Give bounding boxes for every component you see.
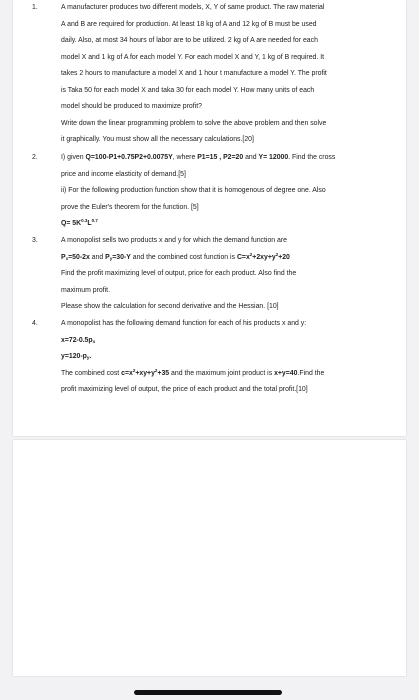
question-2-line: ii) For the following production function show that it is homogenous of degree one. Also <box>61 187 326 194</box>
question-4-line: A monopolist has the following demand function for each of his products x and y: <box>61 320 307 327</box>
question-1-line: model should be produced to maximize profit? <box>61 103 202 110</box>
question-1 <box>21 0 390 149</box>
text: . Find the cross <box>288 154 336 161</box>
question-1-body <box>61 0 390 149</box>
text: The combined cost <box>61 369 122 377</box>
home-indicator[interactable] <box>134 690 282 695</box>
text: and the combined cost function is <box>130 253 237 261</box>
text: I) given <box>61 154 86 161</box>
formula-part: =30-Y <box>112 253 131 261</box>
question-2-line: prove the Euler's theorem for the function. [5] <box>61 203 199 211</box>
question-1-line: A and B are required for production. At least 18 kg of A and 12 kg of B must be used <box>61 20 317 28</box>
formula-part: +2xy+y <box>252 253 276 261</box>
question-1-line: it graphically. You must show all the necessary calculations.[20] <box>61 136 254 143</box>
question-3-line: maximum profit. <box>61 286 111 294</box>
question-3-body <box>61 233 390 316</box>
demand-and-cost-functions <box>61 250 390 267</box>
exponent: 2 <box>154 367 158 373</box>
question-3-number: 3. <box>32 237 38 244</box>
formula-part: c=x <box>121 369 133 377</box>
question-4-line: profit maximizing level of output, the price of each product and the total profit.[10] <box>61 386 308 393</box>
question-2-body <box>61 150 390 233</box>
subscript: y <box>109 255 113 261</box>
question-4 <box>21 316 390 399</box>
formula-part: +xy+y <box>135 369 155 377</box>
question-3 <box>21 233 390 316</box>
formula-part: x=72-0.5p <box>61 336 93 344</box>
text: and <box>89 253 106 261</box>
subscript: x <box>92 338 96 344</box>
exponent: 2 <box>275 251 279 257</box>
document-page-2 <box>13 440 406 676</box>
subscript: y <box>86 355 90 360</box>
question-1-line: is Taka 50 for each model X and taka 30 for each model Y. How many units of each <box>61 86 315 94</box>
question-1-line: daily. Also, at most 34 hours of labor are to be utilized. 2 kg of A are needed for each <box>61 37 318 44</box>
price-values: P1=15 , P2=20 <box>197 154 244 161</box>
text: , where <box>172 154 198 161</box>
question-2-line: price and income elasticity of demand.[5] <box>61 170 186 178</box>
formula-part: Q= 5K <box>61 220 82 227</box>
question-1-line: A manufacturer produces two different models, X, Y of same product. The raw material <box>61 4 325 11</box>
production-function <box>61 216 390 233</box>
question-3-line: Please show the calculation for second derivative and the Hessian. [10] <box>61 303 279 310</box>
income-value: Y= 12000 <box>258 154 289 161</box>
exponent: 2 <box>132 367 136 373</box>
formula-part: P <box>105 253 110 261</box>
formula-part: y=120-p <box>61 353 87 360</box>
subscript: x <box>65 255 69 261</box>
question-4-body <box>61 316 390 399</box>
formula-part: L <box>87 220 92 227</box>
question-2 <box>21 150 390 233</box>
formula-part: P <box>61 253 66 261</box>
formula-part: . <box>89 353 92 360</box>
question-2-number: 2. <box>32 154 38 161</box>
formula-part: =50-2x <box>68 253 90 261</box>
demand-function-y <box>61 349 390 366</box>
question-1-line: model X and 1 kg of A for each model Y. For each model X and Y, 1 kg of B required. It <box>61 53 325 61</box>
demand-formula: Q=100-P1+0.75P2+0.0075Y <box>85 154 173 161</box>
question-4-number: 4. <box>32 320 38 327</box>
text: .Find the <box>297 369 325 377</box>
joint-constraint: x+y=40 <box>274 369 298 377</box>
text: and the maximum joint product is <box>169 369 275 377</box>
cost-and-constraint <box>61 366 390 383</box>
exponent: 0.3 <box>81 218 88 223</box>
question-1-line: Write down the linear programming problem to solve the above problem and then solve <box>61 119 327 127</box>
formula-part: +20 <box>278 253 290 261</box>
demand-function-x <box>61 333 390 350</box>
question-2-line-1 <box>61 150 390 167</box>
formula-part: +35 <box>157 369 170 377</box>
document-page-1 <box>13 0 406 436</box>
formula-part: C=x <box>236 253 250 261</box>
question-3-line: A monopolist sells two products x and y for which the demand function are <box>61 237 287 244</box>
exponent: 2 <box>249 251 253 257</box>
exponent: 0.7 <box>91 218 98 223</box>
question-3-line: Find the profit maximizing level of output, price for each product. Also find the <box>61 270 297 277</box>
question-1-line: takes 2 hours to manufacture a model X and 1 hour t manufacture a model Y. The profit <box>61 70 327 77</box>
question-1-number: 1. <box>32 4 38 11</box>
text: and <box>243 154 259 161</box>
